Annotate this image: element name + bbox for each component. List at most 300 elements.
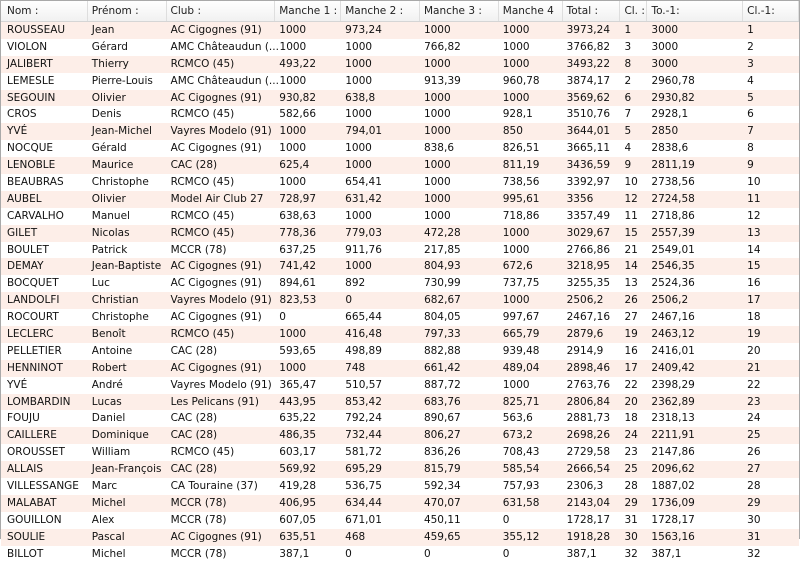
cell-total: 3436,59: [566, 159, 610, 172]
cell-total-moins-1: 2557,39: [651, 226, 695, 239]
cell-manche-3: 838,6: [423, 142, 454, 155]
cell-manche-2: 468: [345, 530, 366, 543]
cell-club: AMC Châteaudun (...: [170, 40, 279, 53]
cell-nom: ALLAIS: [7, 463, 44, 476]
cell-manche-3: 450,11: [423, 513, 461, 526]
cell-prenom: Patrick: [91, 243, 128, 256]
cell-nom: FOUJU: [7, 412, 40, 425]
cell-total-moins-1: 2467,16: [651, 311, 695, 324]
cell-club: RCMCO (45): [170, 108, 235, 121]
cell-classement-moins-1: 10: [747, 176, 761, 189]
cell-total: 3218,95: [566, 260, 610, 273]
cell-manche-3: 592,34: [423, 480, 461, 493]
cell-manche-3: 1000: [423, 192, 451, 205]
cell-manche-3: 804,05: [423, 311, 461, 324]
cell-club: RCMCO (45): [170, 226, 235, 239]
cell-manche-3: 1000: [423, 108, 451, 121]
cell-manche-1: 365,47: [279, 378, 317, 391]
cell-manche-4: 708,43: [502, 446, 540, 459]
table-row[interactable]: [1, 275, 799, 292]
cell-prenom: Manuel: [91, 209, 130, 222]
cell-total-moins-1: 3000: [651, 40, 679, 53]
table-row[interactable]: [1, 478, 799, 495]
cell-total: 2879,6: [566, 328, 604, 341]
table-row[interactable]: [1, 225, 799, 242]
cell-manche-2: 638,8: [345, 91, 376, 104]
grid-header: [1, 1, 799, 22]
table-row[interactable]: [1, 22, 799, 39]
cell-club: RCMCO (45): [170, 176, 235, 189]
cell-prenom: Dominique: [91, 429, 149, 442]
cell-prenom: Benoît: [91, 328, 126, 341]
cell-nom: VILLESSANGE: [7, 480, 79, 493]
cell-manche-2: 1000: [345, 159, 372, 172]
cell-prenom: Lucas: [91, 395, 122, 408]
table-row[interactable]: [1, 309, 799, 326]
table-row[interactable]: [1, 360, 799, 377]
cell-manche-2: 581,72: [345, 446, 382, 459]
cell-classement: 12: [624, 192, 638, 205]
cell-prenom: Michel: [91, 547, 126, 560]
cell-prenom: Jean: [91, 24, 115, 36]
cell-manche-4: 1000: [502, 24, 530, 36]
cell-manche-2: 973,24: [345, 24, 382, 36]
cell-manche-4: 631,58: [502, 496, 540, 509]
cell-manche-1: 419,28: [279, 480, 317, 493]
cell-manche-4: 1000: [502, 243, 530, 256]
cell-prenom: Olivier: [91, 91, 126, 104]
cell-classement-moins-1: 25: [747, 429, 761, 442]
cell-total: 3493,22: [566, 57, 610, 70]
table-row[interactable]: [1, 495, 799, 512]
cell-classement-moins-1: 18: [747, 311, 761, 324]
cell-total: 2143,04: [566, 496, 610, 509]
cell-manche-1: 1000: [279, 40, 307, 53]
cell-total: 1728,17: [566, 513, 610, 526]
cell-total-moins-1: 2850: [651, 125, 679, 138]
table-row[interactable]: [1, 157, 799, 174]
cell-manche-3: 459,65: [423, 530, 461, 543]
column-header-total[interactable]: Total :: [563, 1, 621, 21]
cell-manche-4: 1000: [502, 378, 530, 391]
cell-manche-1: 593,65: [279, 344, 317, 357]
table-row[interactable]: [1, 343, 799, 360]
cell-nom: PELLETIER: [7, 344, 62, 357]
table-row[interactable]: [1, 377, 799, 394]
cell-total: 3644,01: [566, 125, 611, 138]
cell-nom: GOUILLON: [7, 513, 62, 526]
cell-manche-2: 1000: [345, 142, 372, 155]
cell-prenom: William: [91, 446, 131, 459]
cell-total: 3766,82: [566, 40, 611, 53]
cell-total: 3255,35: [566, 277, 610, 290]
cell-nom: JALIBERT: [7, 57, 53, 70]
cell-manche-4: 738,56: [502, 176, 540, 189]
cell-prenom: André: [91, 378, 123, 391]
cell-manche-1: 1000: [279, 74, 307, 87]
cell-manche-4: 757,93: [502, 480, 540, 493]
cell-manche-1: 1000: [279, 24, 307, 36]
cell-manche-4: 997,67: [502, 311, 540, 324]
cell-total-moins-1: 1728,17: [651, 513, 695, 526]
cell-nom: YVÉ: [7, 378, 28, 391]
cell-classement-moins-1: 32: [747, 547, 761, 560]
cell-classement-moins-1: 16: [747, 277, 761, 290]
cell-nom: BOCQUET: [7, 277, 59, 290]
cell-total: 3665,11: [566, 142, 610, 155]
cell-manche-4: 1000: [502, 57, 530, 70]
cell-manche-2: 631,42: [345, 192, 382, 205]
cell-classement: 29: [624, 496, 638, 509]
cell-total-moins-1: 3000: [651, 57, 679, 70]
cell-total: 2881,73: [566, 412, 610, 425]
cell-classement: 15: [624, 226, 638, 239]
cell-club: MCCR (78): [170, 547, 227, 560]
cell-classement: 30: [624, 530, 638, 543]
cell-manche-4: 355,12: [502, 530, 540, 543]
cell-manche-3: 470,07: [423, 496, 461, 509]
table-row[interactable]: [1, 208, 799, 225]
cell-total: 3029,67: [566, 226, 610, 239]
cell-manche-1: 569,92: [279, 463, 317, 476]
cell-manche-2: 536,75: [345, 480, 382, 493]
cell-nom: BEAUBRAS: [7, 176, 64, 189]
cell-manche-1: 493,22: [279, 57, 317, 70]
column-header-nom[interactable]: Nom :: [1, 1, 88, 21]
cell-classement: 32: [624, 547, 638, 560]
cell-total: 3356: [566, 192, 594, 205]
cell-club: CAC (28): [170, 159, 218, 172]
cell-classement-moins-1: 3: [747, 57, 754, 70]
cell-manche-3: 766,82: [424, 40, 461, 53]
cell-total: 3392,97: [566, 176, 610, 189]
cell-manche-3: 1000: [423, 159, 451, 172]
cell-total: 2898,46: [566, 361, 610, 374]
cell-classement-moins-1: 7: [747, 125, 754, 138]
cell-total-moins-1: 2928,1: [651, 108, 689, 121]
cell-manche-2: 748: [345, 361, 366, 374]
cell-nom: VIOLON: [7, 40, 48, 53]
cell-club: MCCR (78): [170, 513, 227, 526]
cell-nom: LENOBLE: [7, 159, 56, 172]
cell-prenom: Luc: [91, 277, 110, 290]
cell-manche-3: 661,42: [423, 361, 461, 374]
table-row[interactable]: [1, 56, 799, 73]
cell-manche-4: 563,6: [502, 412, 533, 425]
cell-manche-3: 1000: [423, 91, 451, 104]
cell-manche-4: 995,61: [502, 192, 540, 205]
cell-manche-2: 1000: [345, 260, 372, 273]
cell-prenom: Denis: [91, 108, 122, 121]
cell-classement: 6: [624, 91, 632, 104]
cell-manche-3: 882,88: [423, 344, 461, 357]
cell-classement: 17: [624, 361, 638, 374]
cell-club: Vayres Modelo (91): [170, 125, 272, 138]
cell-manche-2: 1000: [345, 209, 372, 222]
cell-total: 3510,76: [566, 108, 610, 121]
cell-manche-2: 510,57: [345, 378, 383, 391]
cell-manche-4: 811,19: [502, 159, 540, 172]
cell-classement: 18: [624, 412, 638, 425]
cell-classement: 20: [624, 395, 638, 408]
cell-nom: OROUSSET: [7, 446, 65, 459]
cell-nom: ROCOURT: [7, 311, 59, 324]
cell-total: 2806,84: [566, 395, 610, 408]
cell-prenom: Nicolas: [91, 226, 130, 239]
cell-classement-moins-1: 17: [747, 294, 761, 307]
cell-manche-3: 1000: [423, 24, 451, 36]
cell-manche-4: 489,04: [502, 361, 540, 374]
cell-nom: BILLOT: [7, 547, 44, 560]
cell-total-moins-1: 2211,91: [651, 429, 695, 442]
cell-total-moins-1: 3000: [651, 24, 679, 36]
cell-prenom: Christophe: [91, 311, 149, 324]
table-row[interactable]: [1, 410, 799, 427]
cell-manche-1: 603,17: [279, 446, 317, 459]
cell-classement: 27: [624, 311, 638, 324]
cell-nom: LEMESLE: [7, 74, 55, 87]
table-row[interactable]: [1, 140, 799, 157]
cell-nom: SOULIE: [7, 530, 46, 543]
cell-manche-4: 826,51: [502, 142, 540, 155]
cell-total-moins-1: 2549,01: [651, 243, 695, 256]
column-header-manche-1[interactable]: Manche 1 :: [275, 1, 341, 21]
cell-manche-3: 890,67: [423, 412, 461, 425]
cell-manche-2: 1000: [345, 40, 373, 53]
column-header-manche-2[interactable]: Manche 2 :: [341, 1, 420, 21]
cell-club: RCMCO (45): [170, 446, 235, 459]
cell-manche-1: 728,97: [279, 192, 317, 205]
cell-club: CAC (28): [170, 412, 218, 425]
cell-prenom: Michel: [91, 496, 126, 509]
cell-manche-4: 1000: [502, 294, 530, 307]
table-row[interactable]: [1, 326, 799, 343]
cell-manche-1: 406,95: [279, 496, 317, 509]
cell-total: 387,1: [566, 547, 597, 560]
cell-manche-2: 1000: [345, 108, 372, 121]
cell-nom: LECLERC: [7, 328, 54, 341]
cell-manche-2: 634,44: [345, 496, 382, 509]
table-row[interactable]: [1, 427, 799, 444]
cell-manche-3: 1000: [424, 125, 451, 138]
cell-total: 2506,2: [566, 294, 604, 307]
cell-total-moins-1: 1736,09: [651, 496, 695, 509]
cell-manche-3: 1000: [423, 176, 451, 189]
cell-nom: NOCQUE: [7, 142, 54, 155]
cell-classement: 1: [624, 24, 632, 36]
cell-classement-moins-1: 27: [747, 463, 761, 476]
table-row[interactable]: [1, 39, 799, 56]
cell-club: AC Cigognes (91): [170, 311, 262, 324]
cell-club: AC Cigognes (91): [170, 260, 262, 273]
cell-total-moins-1: 387,1: [651, 547, 682, 560]
table-row[interactable]: [1, 529, 799, 546]
cell-club: CAC (28): [170, 429, 218, 442]
cell-classement: 5: [624, 125, 632, 138]
table-row[interactable]: [1, 546, 799, 563]
cell-classement-moins-1: 21: [747, 361, 761, 374]
cell-manche-4: 960,78: [502, 74, 540, 87]
cell-prenom: Robert: [91, 361, 127, 374]
cell-total-moins-1: 1887,02: [651, 480, 695, 493]
cell-classement: 19: [624, 328, 638, 341]
cell-prenom: Pierre-Louis: [91, 74, 153, 87]
table-row[interactable]: [1, 258, 799, 275]
table-row[interactable]: [1, 461, 799, 478]
cell-manche-3: 0: [423, 547, 431, 560]
cell-classement-moins-1: 1: [747, 24, 754, 36]
cell-club: AC Cigognes (91): [170, 530, 262, 543]
cell-total-moins-1: 2506,2: [651, 294, 689, 307]
cell-nom: YVÉ: [7, 125, 28, 138]
cell-manche-1: 607,05: [279, 513, 317, 526]
cell-prenom: Pascal: [91, 530, 125, 543]
table-row[interactable]: [1, 90, 799, 107]
cell-manche-2: 792,24: [345, 412, 382, 425]
column-header-prenom[interactable]: Prénom :: [88, 1, 167, 21]
cell-manche-4: 0: [502, 513, 510, 526]
cell-nom: HENNINOT: [7, 361, 63, 374]
cell-manche-3: 815,79: [423, 463, 461, 476]
cell-manche-1: 1000: [279, 176, 307, 189]
cell-manche-4: 1000: [502, 226, 530, 239]
cell-club: RCMCO (45): [170, 57, 235, 70]
cell-classement: 31: [624, 513, 638, 526]
table-row[interactable]: [1, 106, 799, 123]
cell-nom: CAILLERE: [7, 429, 57, 442]
cell-total-moins-1: 2718,86: [651, 209, 695, 222]
cell-nom: CARVALHO: [7, 209, 64, 222]
cell-classement: 21: [624, 243, 638, 256]
cell-prenom: Olivier: [91, 192, 126, 205]
cell-classement-moins-1: 12: [747, 209, 761, 222]
cell-manche-2: 654,41: [345, 176, 382, 189]
cell-manche-4: 850: [502, 125, 523, 138]
cell-nom: SEGOUIN: [7, 91, 56, 104]
cell-club: RCMCO (45): [170, 328, 235, 341]
column-header-manche-3[interactable]: Manche 3 :: [420, 1, 499, 21]
table-row[interactable]: [1, 242, 799, 259]
cell-classement: 7: [624, 108, 632, 121]
cell-manche-1: 387,1: [279, 547, 310, 560]
cell-classement-moins-1: 22: [747, 378, 761, 391]
table-row[interactable]: [1, 444, 799, 461]
cell-total: 2666,54: [566, 463, 610, 476]
cell-manche-1: 1000: [279, 125, 307, 138]
cell-total-moins-1: 2318,13: [651, 412, 695, 425]
cell-total: 3874,17: [566, 74, 611, 87]
cell-nom: GILET: [7, 226, 38, 239]
cell-club: MCCR (78): [170, 243, 227, 256]
cell-classement-moins-1: 29: [747, 496, 761, 509]
table-row[interactable]: [1, 191, 799, 208]
table-row[interactable]: [1, 394, 799, 411]
cell-manche-1: 443,95: [279, 395, 317, 408]
cell-manche-1: 635,22: [279, 412, 317, 425]
cell-manche-3: 217,85: [423, 243, 461, 256]
cell-manche-1: 0: [279, 311, 286, 324]
cell-prenom: Jean-François: [91, 463, 162, 476]
cell-prenom: Antoine: [91, 344, 133, 357]
cell-classement: 11: [624, 209, 638, 222]
cell-total-moins-1: 2960,78: [651, 74, 695, 87]
cell-manche-2: 732,44: [345, 429, 382, 442]
cell-club: AC Cigognes (91): [170, 24, 262, 36]
cell-club: Les Pelicans (91): [170, 395, 259, 408]
cell-club: AC Cigognes (91): [170, 361, 262, 374]
column-header-manche-4[interactable]: Manche 4: [499, 1, 563, 21]
cell-manche-4: 585,54: [502, 463, 540, 476]
column-header-classement[interactable]: Cl. :: [620, 1, 647, 21]
cell-manche-1: 930,82: [279, 91, 317, 104]
cell-classement-moins-1: 8: [747, 142, 754, 155]
cell-classement-moins-1: 6: [747, 108, 754, 121]
cell-nom: BOULET: [7, 243, 49, 256]
cell-club: Vayres Modelo (91): [170, 378, 272, 391]
cell-club: Vayres Modelo (91): [170, 294, 272, 307]
table-row[interactable]: [1, 292, 799, 309]
cell-total: 3357,49: [566, 209, 610, 222]
cell-classement-moins-1: 26: [747, 446, 761, 459]
cell-manche-1: 582,66: [279, 108, 317, 121]
cell-total-moins-1: 2398,29: [651, 378, 695, 391]
table-row[interactable]: [1, 174, 799, 191]
cell-total-moins-1: 2409,42: [651, 361, 695, 374]
cell-manche-2: 0: [345, 547, 352, 560]
cell-classement: 14: [624, 260, 638, 273]
table-row[interactable]: [1, 512, 799, 529]
cell-prenom: Thierry: [91, 57, 129, 70]
cell-manche-1: 894,61: [279, 277, 317, 290]
cell-classement: 9: [624, 159, 632, 172]
cell-club: AC Cigognes (91): [170, 91, 262, 104]
cell-manche-1: 625,4: [279, 159, 310, 172]
cell-club: AMC Châteaudun (...: [170, 74, 279, 87]
column-header-classement-moins-1[interactable]: Cl.-1:: [743, 1, 799, 21]
cell-manche-3: 472,28: [423, 226, 461, 239]
cell-prenom: Gérard: [91, 40, 128, 53]
cell-manche-2: 416,48: [345, 328, 382, 341]
cell-classement-moins-1: 20: [747, 344, 761, 357]
column-header-club[interactable]: Club :: [167, 1, 276, 21]
cell-prenom: Christophe: [91, 176, 149, 189]
cell-total-moins-1: 2147,86: [651, 446, 695, 459]
cell-classement-moins-1: 13: [747, 226, 761, 239]
table-row[interactable]: [1, 73, 799, 90]
cell-nom: MALABAT: [7, 496, 57, 509]
cell-total-moins-1: 2811,19: [651, 159, 695, 172]
cell-manche-1: 486,35: [279, 429, 317, 442]
cell-nom: DEMAY: [7, 260, 44, 273]
cell-manche-4: 1000: [502, 40, 530, 53]
cell-manche-2: 853,42: [345, 395, 382, 408]
cell-prenom: Christian: [91, 294, 139, 307]
cell-classement-moins-1: 2: [747, 40, 754, 53]
table-row[interactable]: [1, 123, 799, 140]
cell-manche-4: 0: [502, 547, 510, 560]
cell-total-moins-1: 2362,89: [651, 395, 695, 408]
cell-manche-1: 635,51: [279, 530, 317, 543]
cell-total-moins-1: 2724,58: [651, 192, 695, 205]
cell-nom: LOMBARDIN: [7, 395, 71, 408]
cell-manche-3: 806,27: [423, 429, 461, 442]
cell-club: MCCR (78): [170, 496, 227, 509]
cell-classement-moins-1: 31: [747, 530, 761, 543]
cell-total-moins-1: 2738,56: [651, 176, 695, 189]
column-header-total-moins-1[interactable]: To.-1:: [647, 1, 743, 21]
cell-manche-4: 1000: [502, 91, 530, 104]
cell-total: 2914,9: [566, 344, 604, 357]
